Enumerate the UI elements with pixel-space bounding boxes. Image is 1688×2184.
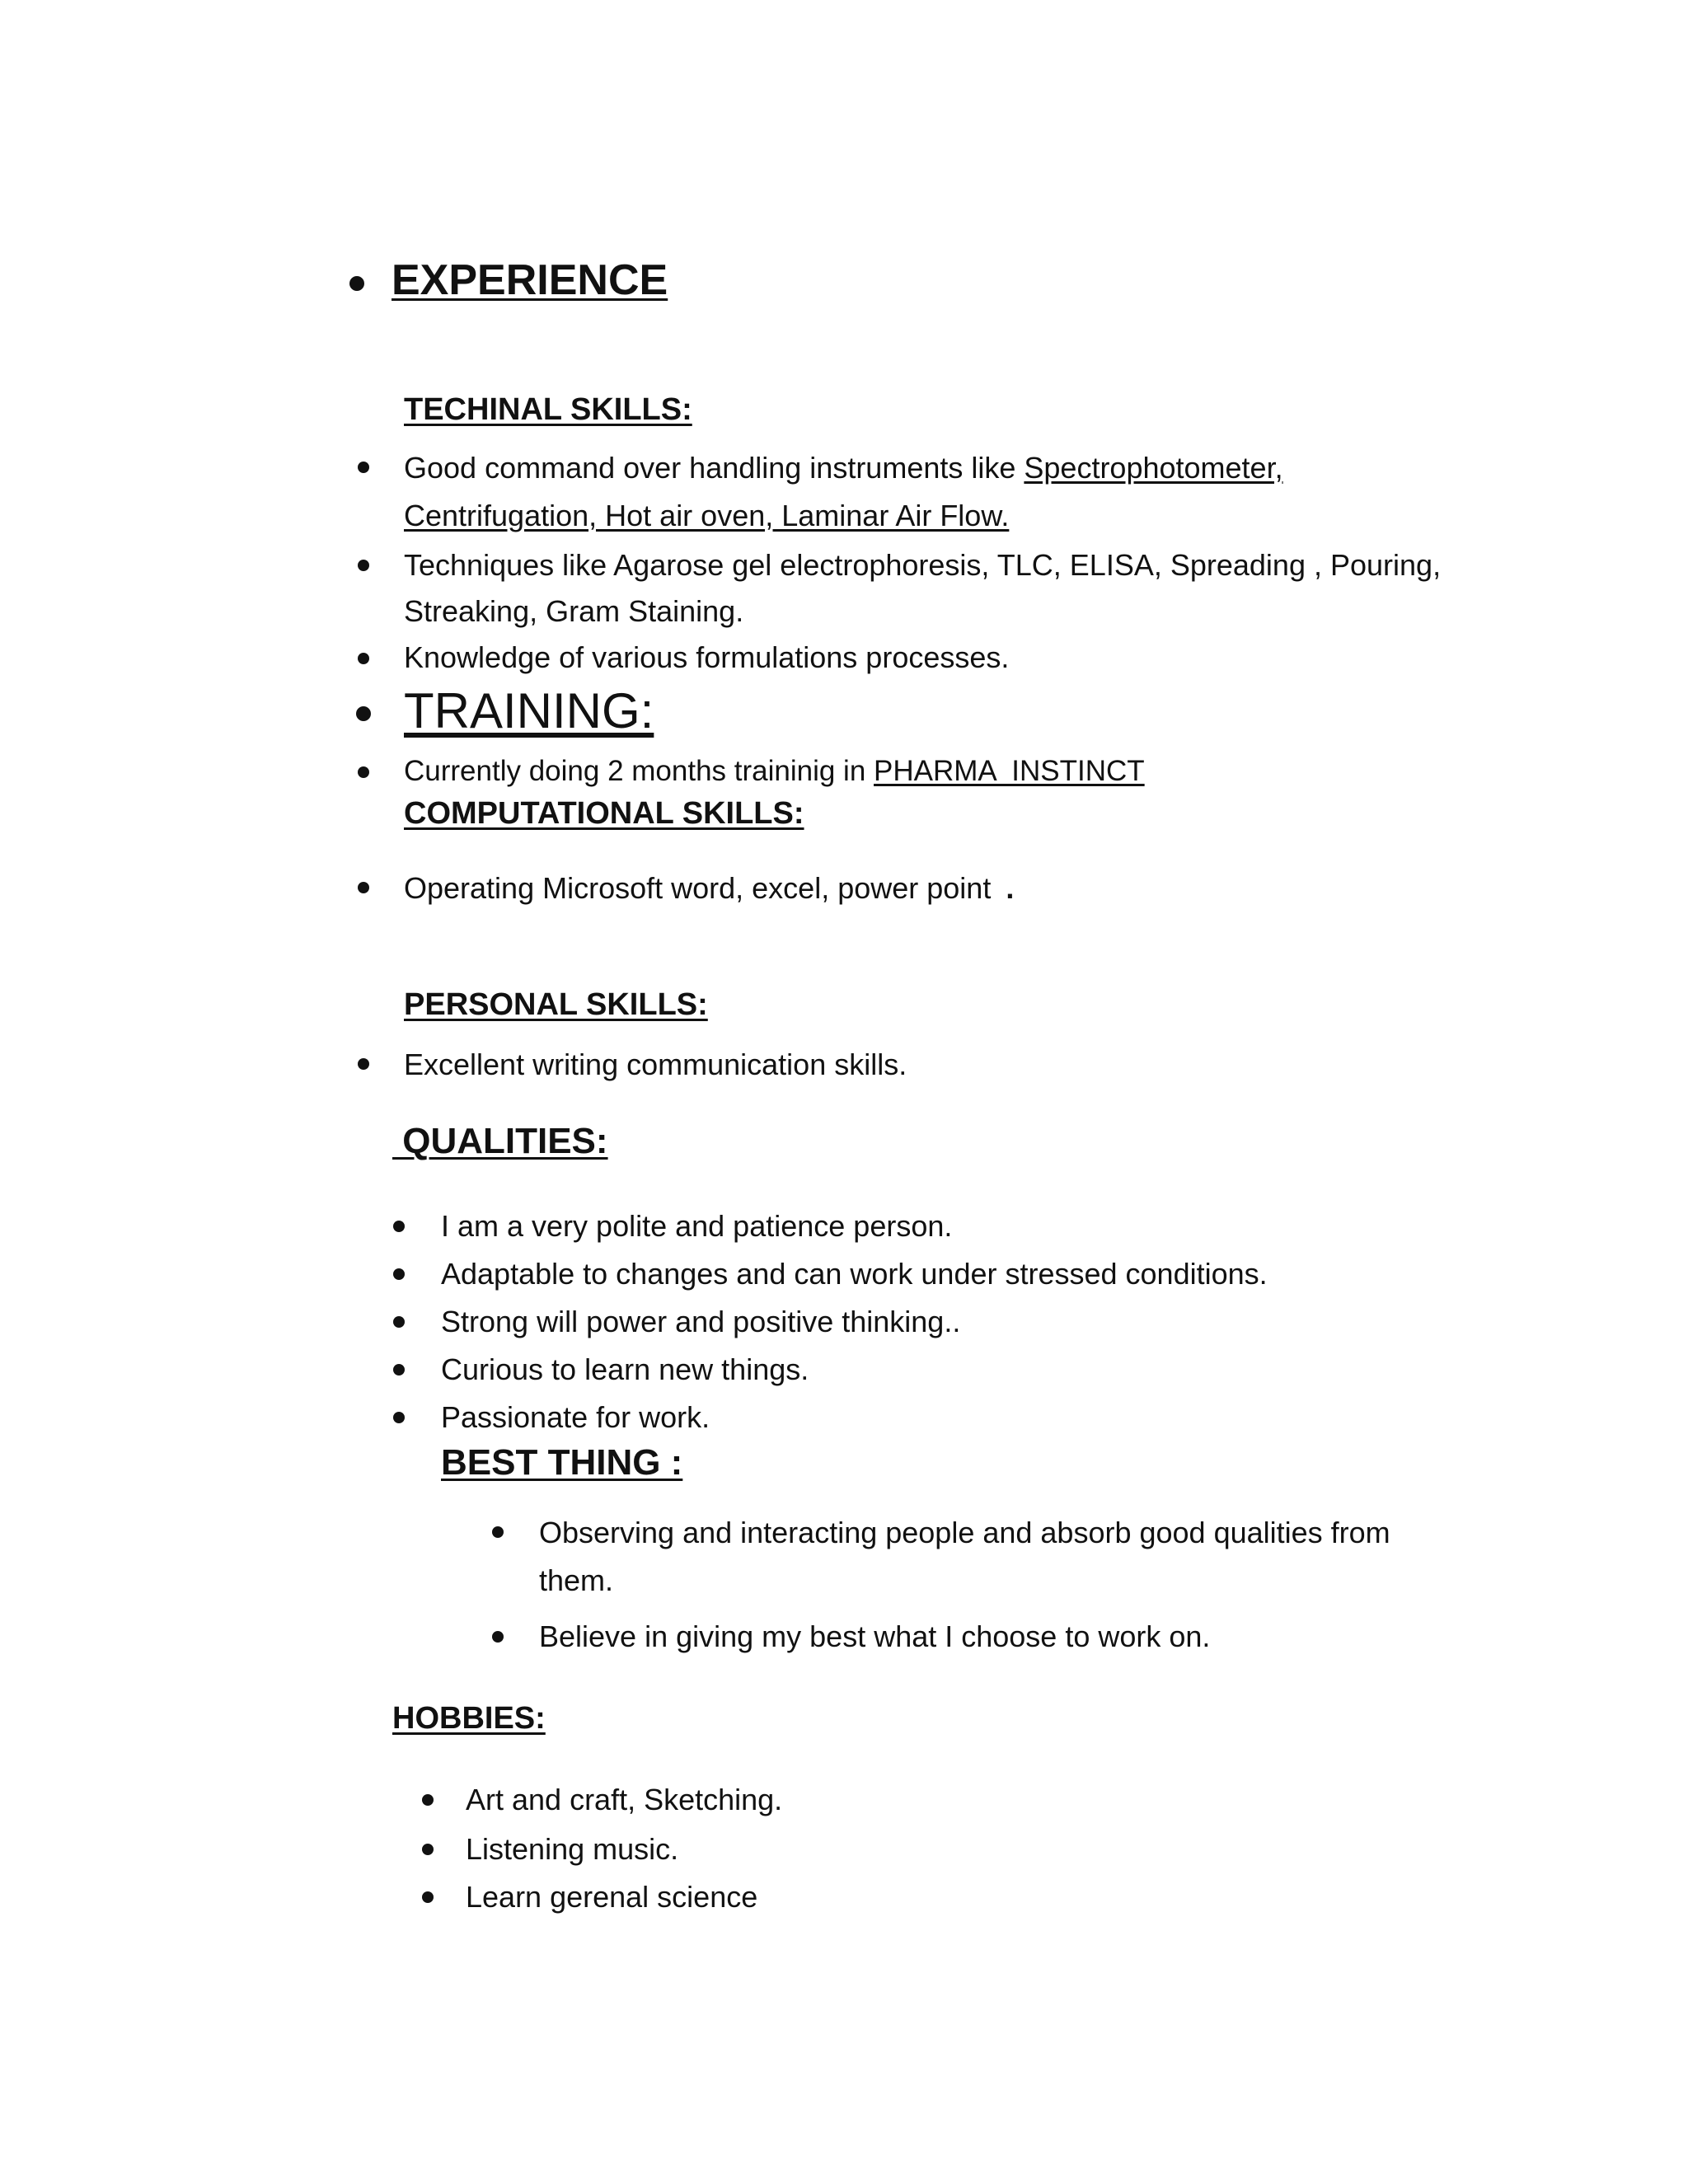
bullet-icon: [422, 1891, 434, 1903]
best-thing-heading: BEST THING :: [441, 1442, 683, 1483]
bullet-icon: [349, 276, 364, 291]
instruments-list: Spectrophotometer,: [1024, 451, 1283, 485]
best-thing-item-1-line-2: them.: [539, 1563, 614, 1597]
bullet-icon: [492, 1631, 504, 1643]
hobbies-item-2: Listening music.: [466, 1832, 679, 1866]
bullet-icon: [393, 1221, 405, 1232]
qualities-heading: QUALITIES:: [392, 1121, 608, 1161]
technical-item-3: Knowledge of various formulations processes.: [404, 640, 1010, 674]
bullet-icon: [393, 1364, 405, 1376]
technical-item-1-line-1: [404, 445, 1283, 491]
bullet-icon: [356, 706, 371, 721]
technical-item-1-line-2: Centrifugation, Hot air oven, Laminar Air Flow.: [404, 499, 1010, 532]
qualities-item-1: I am a very polite and patience person.: [441, 1209, 953, 1243]
best-thing-item-2: Believe in giving my best what I choose to work on.: [539, 1619, 1211, 1653]
training-item-1-prefix: Currently doing 2 months traininig in: [404, 755, 874, 787]
personal-skills-heading: PERSONAL SKILLS:: [404, 987, 708, 1022]
personal-item-1: Excellent writing communication skills.: [404, 1047, 907, 1081]
technical-item-2-line-1: Techniques like Agarose gel electrophoresis, TLC, ELISA, Spreading , Pouring,: [404, 548, 1442, 582]
hobbies-heading: HOBBIES:: [392, 1701, 546, 1736]
qualities-item-3: Strong will power and positive thinking..: [441, 1305, 961, 1338]
bullet-icon: [358, 882, 369, 893]
hobbies-item-3: Learn gerenal science: [466, 1880, 758, 1914]
bullet-icon: [393, 1316, 405, 1328]
bullet-icon: [393, 1412, 405, 1423]
bullet-icon: [422, 1794, 434, 1806]
bullet-icon: [492, 1526, 504, 1538]
technical-item-2-line-2: Streaking, Gram Staining.: [404, 594, 744, 628]
bullet-icon: [358, 653, 369, 664]
hobbies-item-1: Art and craft, Sketching.: [466, 1783, 783, 1816]
bullet-icon: [393, 1268, 405, 1280]
computational-skills-heading: COMPUTATIONAL SKILLS:: [404, 796, 804, 831]
computational-item-1: [404, 865, 1014, 912]
bullet-icon: [358, 462, 369, 473]
training-item-1: [404, 748, 1145, 794]
qualities-item-4: Curious to learn new things.: [441, 1352, 809, 1386]
training-heading: TRAINING:: [404, 683, 654, 738]
trailing-dot: .: [1006, 871, 1015, 905]
bullet-icon: [358, 1058, 369, 1070]
qualities-item-5: Passionate for work.: [441, 1400, 710, 1434]
qualities-item-2: Adaptable to changes and can work under stressed conditions.: [441, 1257, 1268, 1291]
technical-item-1-prefix: Good command over handling instruments like: [404, 451, 1025, 485]
bullet-icon: [358, 560, 369, 571]
experience-heading: EXPERIENCE: [392, 256, 668, 304]
computational-item-1-text: Operating Microsoft word, excel, power point: [404, 871, 992, 905]
bullet-icon: [358, 766, 369, 778]
bullet-icon: [422, 1844, 434, 1855]
technical-skills-heading: TECHINAL SKILLS:: [404, 392, 692, 427]
training-institute: PHARMA INSTINCT: [874, 755, 1145, 787]
best-thing-item-1-line-1: Observing and interacting people and absorb good qualities from: [539, 1516, 1390, 1549]
